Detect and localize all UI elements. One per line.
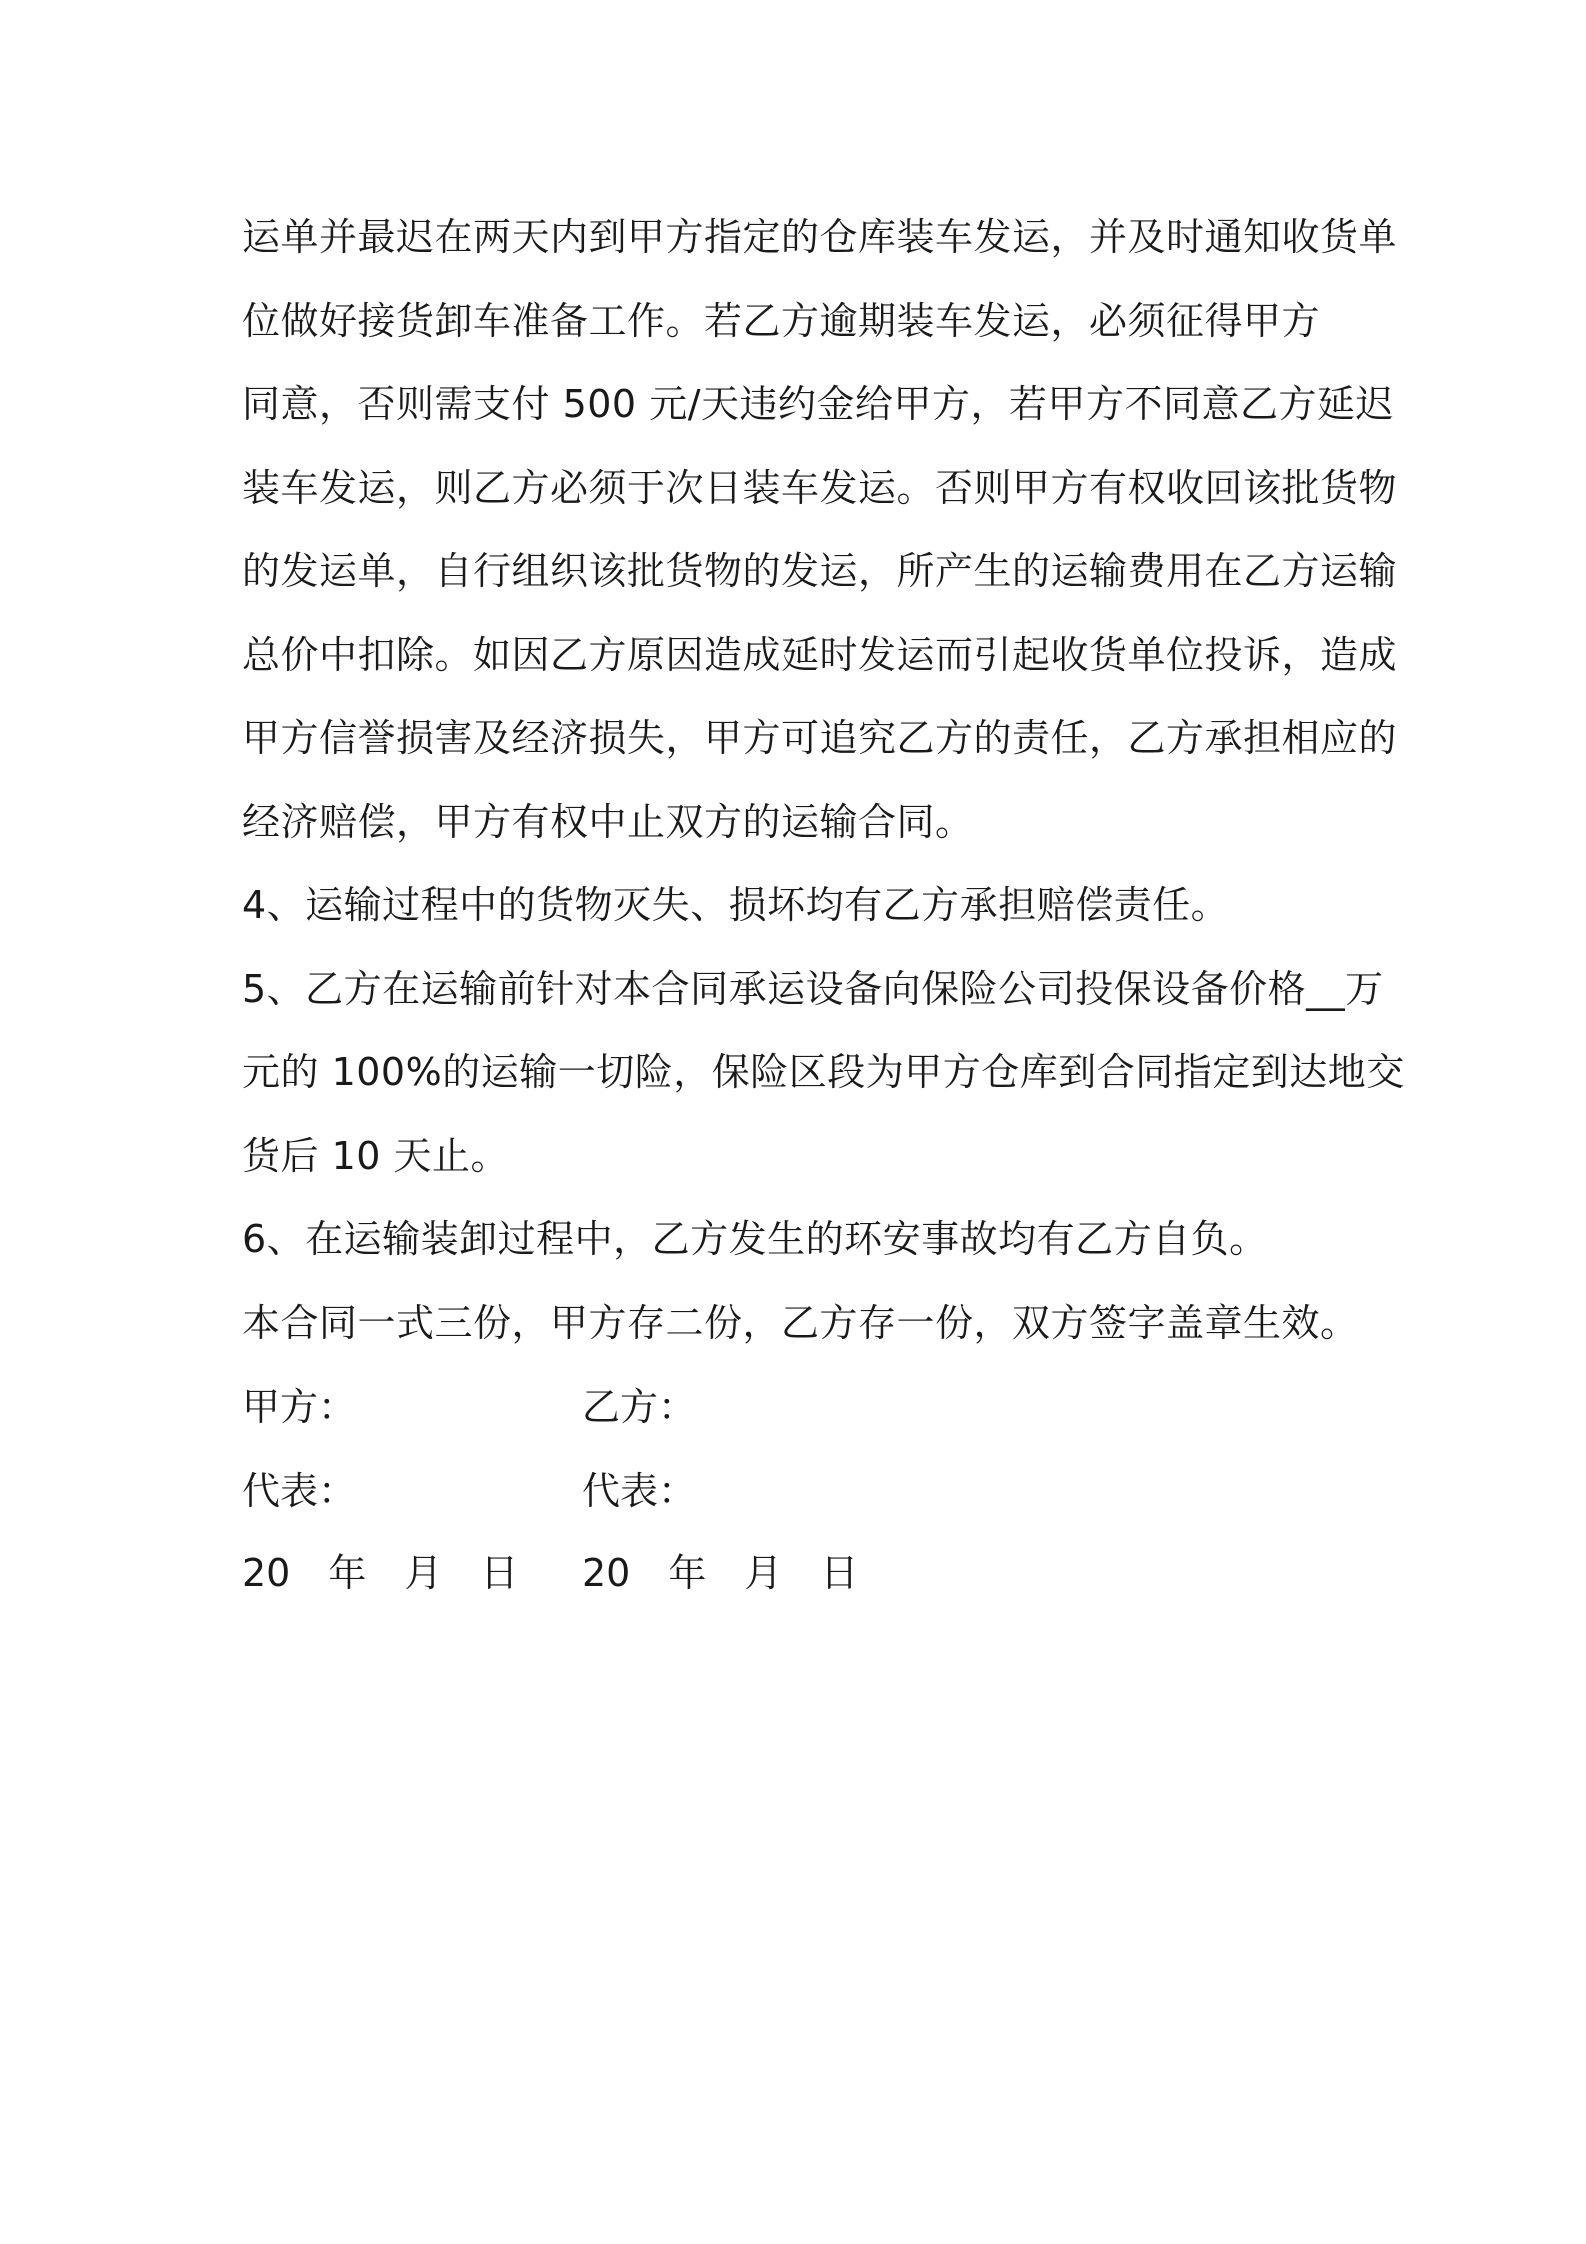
paragraph-line-4: 装车发运，则乙方必须于次日装车发运。否则甲方有权收回该批货物: [242, 465, 1398, 510]
date-a-day-unit: 日: [480, 1551, 519, 1595]
date-a-month-unit: 月: [404, 1551, 443, 1595]
clause-6: 6、在运输装卸过程中，乙方发生的环安事故均有乙方自负。: [242, 1217, 1268, 1261]
paragraph-line-3: 同意，否则需支付 500 元/天违约金给甲方，若甲方不同意乙方延迟: [242, 382, 1394, 426]
paragraph-line-8: 经济赔偿，甲方有权中止双方的运输合同。: [242, 799, 974, 844]
date-b-year-unit: 年: [668, 1551, 707, 1595]
party-b-label: 乙方：: [582, 1385, 697, 1429]
date-b-day-unit: 日: [820, 1551, 859, 1595]
contract-body: [242, 196, 1405, 1365]
party-a-label: 甲方：: [242, 1385, 357, 1429]
clause-5-line-3: 货后 10 天止。: [242, 1133, 510, 1178]
date-b-month-unit: 月: [744, 1551, 783, 1595]
paragraph-line-1: 运单并最迟在两天内到甲方指定的仓库装车发运，并及时通知收货单: [242, 215, 1398, 259]
paragraph-line-7: 甲方信誉损害及经济损失，甲方可追究乙方的责任，乙方承担相应的: [242, 716, 1398, 760]
paragraph-line-2: 位做好接货卸车准备工作。若乙方逾期装车发运，必须征得甲方: [242, 298, 1321, 343]
copies-statement: 本合同一式三份，甲方存二份，乙方存一份，双方签字盖章生效。: [242, 1300, 1359, 1345]
clause-5-line-1: 5、乙方在运输前针对本合同承运设备向保险公司投保设备价格__万: [242, 966, 1384, 1011]
paragraph-line-6: 总价中扣除。如因乙方原因造成延时发运而引起收货单位投诉，造成: [242, 632, 1398, 677]
date-b: [582, 1548, 896, 1598]
rep-b-label: 代表：: [582, 1469, 697, 1513]
rep-a-label: 代表：: [242, 1469, 357, 1513]
date-a-year-unit: 年: [328, 1551, 367, 1595]
date-a-year: 20: [242, 1551, 291, 1595]
clause-4: 4、运输过程中的货物灭失、损坏均有乙方承担赔偿责任。: [242, 883, 1230, 927]
date-b-year: 20: [582, 1551, 631, 1595]
paragraph-line-5: 的发运单，自行组织该批货物的发运，所产生的运输费用在乙方运输: [242, 549, 1398, 593]
clause-5-line-2: 元的 100%的运输一切险，保险区段为甲方仓库到合同指定到达地交: [242, 1050, 1405, 1094]
date-a: [242, 1548, 556, 1598]
